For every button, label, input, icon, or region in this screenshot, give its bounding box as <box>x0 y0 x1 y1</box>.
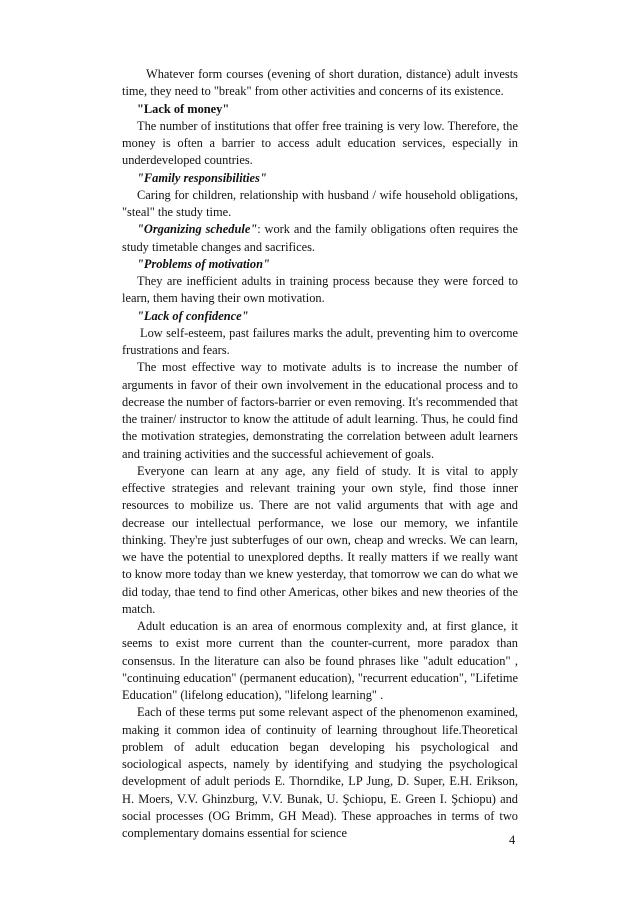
body-text <box>122 66 518 842</box>
subheading-problems-of-motivation: "Problems of motivation" <box>137 256 270 271</box>
subheading-lack-of-confidence: "Lack of confidence" <box>137 308 249 323</box>
paragraph-effective-way: The most effective way to motivate adults is to increase the number of arguments in favor of their own involvement in the educational process and to decrease the number of factors-barrier or even removing. It's recommended that the trainer/ instructor to know the attitude of adult learning. Thus, he could find the motivation strategies, demonstrating the correlation between adult learners and training activities and the successful achievement of goals. <box>122 360 518 461</box>
organizing-schedule-text: : work and the family obligations often requires the study timetable changes and sacrifices. <box>122 222 518 254</box>
paragraph-confidence: Low self-esteem, past failures marks the adult, preventing him to overcome frustrations and fears. <box>122 325 518 357</box>
paragraph-terms: Each of these terms put some relevant aspect of the phenomenon examined, making it common idea of continuity of learning throughout life.Theoretical problem of adult education began developing his psychological and sociological aspects, namely by identifying and studying the psychological development of adult periods E. Thorndike, LP Jung, D. Super, E.H. Erikson, H. Moers, V.V. Ghinzburg, V.V. Bunak, U. Şchiopu, E. Green I. Şchiopu) and social processes (OG Brimm, GH Mead). These approaches in terms of two complementary domains essential for science <box>122 705 518 840</box>
paragraph-family: Caring for children, relationship with husband / wife household obligations, "steal" the study time. <box>122 187 518 219</box>
paragraph-everyone-can-learn: Everyone can learn at any age, any field of study. It is vital to apply effective strategies and relevant training your own style, find those inner resources to mobilize us. There are not valid arguments that with age and decrease our intellectual performance, we lose our memory, we infantile thinking. They're just subterfuges of our own, cheap and wrecks. We can learn, we have the potential to unexplored depths. It really matters if we really want to know more today than we knew yesterday, that tomorrow we can do what we did today, thae tend to find other Americas, other bikes and new theories of the match. <box>122 463 518 616</box>
subheading-lack-of-money: "Lack of money" <box>137 101 230 116</box>
intro-paragraph: Whatever form courses (evening of short duration, distance) adult invests time, they need to "break" from other activities and concerns of its existence. <box>122 67 518 99</box>
page-number: 4 <box>509 833 516 847</box>
paragraph-money: The number of institutions that offer free training is very low. Therefore, the money is often a barrier to access adult education services, especially in underdeveloped countries. <box>122 118 518 168</box>
subheading-family-responsibilities: "Family responsibilities" <box>137 170 267 185</box>
paragraph-organizing-schedule <box>122 221 518 256</box>
paragraph-adult-education: Adult education is an area of enormous complexity and, at first glance, it seems to exist more current than the counter-current, more paradox than consensus. In the literature can also be found phrases like "adult education" , "continuing education" (permanent education), "recurrent education", "Lifetime Education" (lifelong education), "lifelong learning" . <box>122 619 518 702</box>
paragraph-motivation: They are inefficient adults in training process because they were forced to learn, them having their own motivation. <box>122 274 518 306</box>
subheading-organizing-schedule: "Organizing schedule" <box>137 222 258 237</box>
